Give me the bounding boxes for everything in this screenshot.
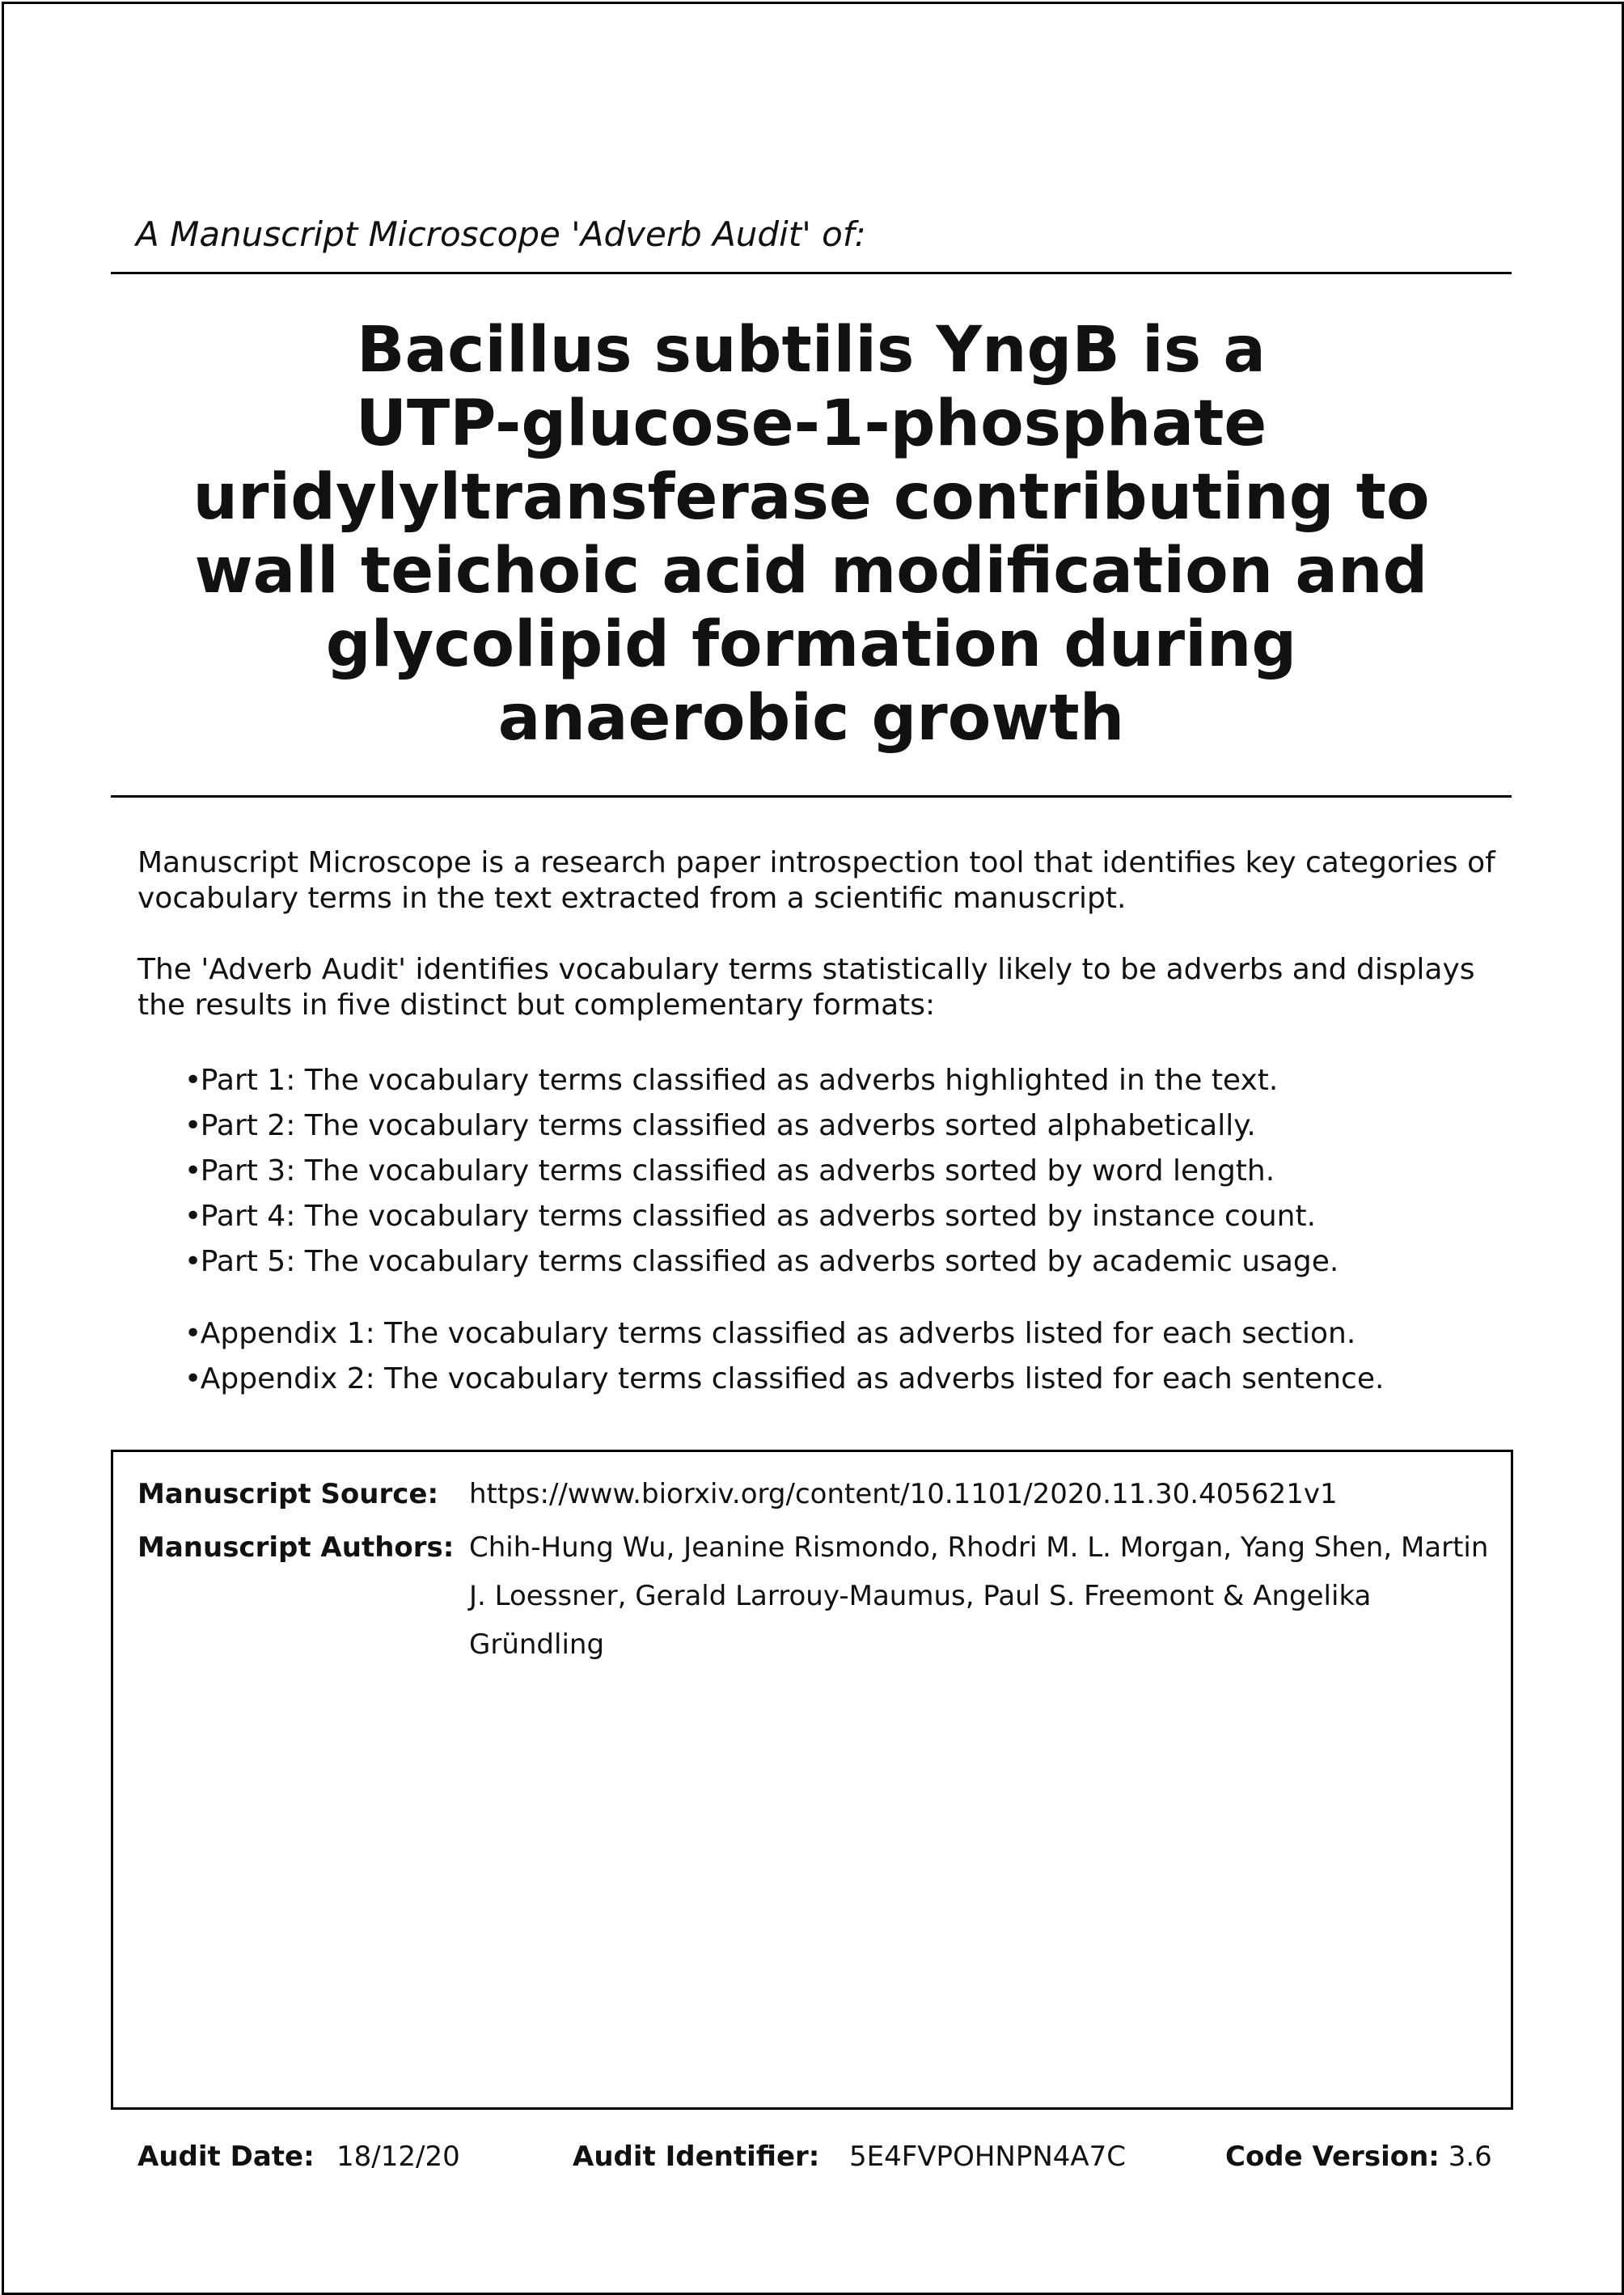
intro-paragraph: The 'Adverb Audit' identifies vocabulary terms statistically likely to be adverbs and displays the results in five distinct but complementary formats: <box>137 953 1475 1022</box>
list-item: • Appendix 1: The vocabulary terms classified as adverbs listed for each section. <box>184 1311 1384 1357</box>
title-line: wall teichoic acid modification and <box>194 535 1428 608</box>
audit-date-label: Audit Date: <box>137 2140 315 2173</box>
audit-date-value: 18/12/20 <box>336 2140 460 2173</box>
manuscript-info-box <box>111 1450 1513 2110</box>
title-line: UTP-glucose-1-phosphate <box>355 387 1267 460</box>
top-divider <box>111 272 1512 274</box>
manuscript-source-label: Manuscript Source: <box>137 1478 439 1510</box>
parts-list <box>184 1058 1339 1285</box>
audit-identifier-value: 5E4FVPOHNPN4A7C <box>849 2140 1127 2173</box>
manuscript-authors-value: Chih-Hung Wu, Jeanine Rismondo, Rhodri M. L. Morgan, Yang Shen, Martin J. Loessner, Gerald Larrouy-Maumus, Paul S. Freemont & Angelika Gründling <box>469 1531 1489 1661</box>
audit-identifier-label: Audit Identifier: <box>573 2140 820 2173</box>
list-item: • Part 5: The vocabulary terms classified as adverbs sorted by academic usage. <box>184 1239 1339 1285</box>
title-line: glycolipid formation during <box>325 608 1297 681</box>
list-item: • Appendix 2: The vocabulary terms classified as adverbs listed for each sentence. <box>184 1357 1384 1402</box>
title-line: Bacillus subtilis YngB is a <box>357 314 1266 387</box>
code-version <box>1225 2136 1492 2178</box>
intro-paragraph: Manuscript Microscope is a research paper introspection tool that identifies key categories of vocabulary terms in the text extracted from a scientific manuscript. <box>137 846 1495 915</box>
title-divider <box>111 795 1512 798</box>
title-line: anaerobic growth <box>497 682 1125 755</box>
list-item: • Part 3: The vocabulary terms classified as adverbs sorted by word length. <box>184 1149 1339 1194</box>
manuscript-title <box>111 314 1512 756</box>
title-line: uridylyltransferase contributing to <box>192 461 1430 534</box>
manuscript-authors-label: Manuscript Authors: <box>137 1531 455 1564</box>
list-item: • Part 2: The vocabulary terms classified as adverbs sorted alphabetically. <box>184 1103 1339 1149</box>
code-version-value: 3.6 <box>1448 2140 1492 2173</box>
code-version-label: Code Version: <box>1225 2140 1440 2173</box>
appendices-list <box>184 1311 1384 1402</box>
audit-subtitle: A Manuscript Microscope 'Adverb Audit' of: <box>136 214 866 254</box>
list-item: • Part 1: The vocabulary terms classified as adverbs highlighted in the text. <box>184 1058 1339 1103</box>
list-item: • Part 4: The vocabulary terms classified as adverbs sorted by instance count. <box>184 1194 1339 1239</box>
manuscript-source-link[interactable]: https://www.biorxiv.org/content/10.1101/2020.11.30.405621v1 <box>469 1478 1338 1510</box>
